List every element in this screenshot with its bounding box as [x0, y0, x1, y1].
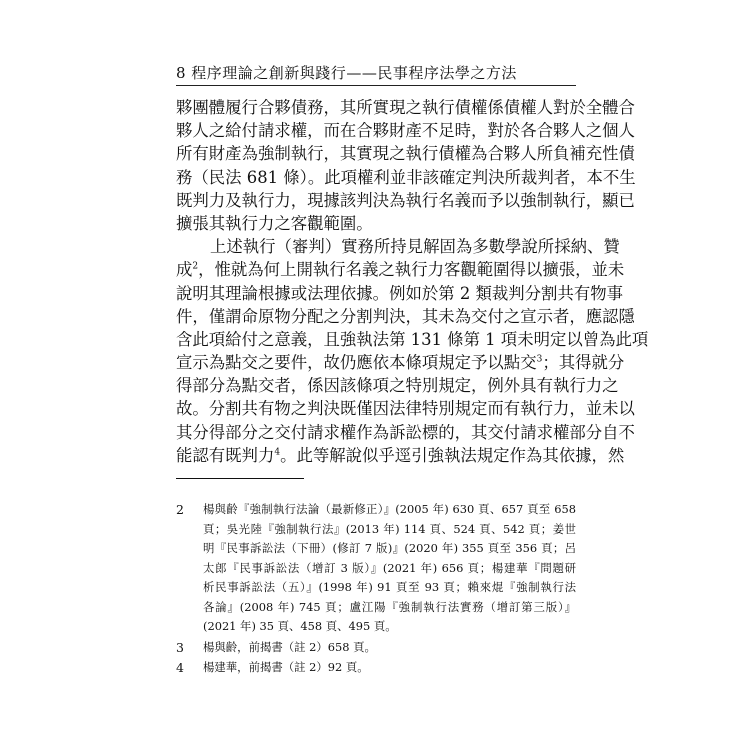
- footnote-3: [176, 638, 576, 658]
- text-segment: 成: [176, 260, 193, 280]
- text-line: [176, 444, 625, 467]
- footnote-line: 楊與齡，前揭書（註 2）658 頁。: [203, 639, 376, 654]
- footnote-body: [203, 500, 576, 637]
- footnote-ref-4[interactable]: 4: [274, 447, 281, 458]
- text-line: 故。分割共有物之判決既僅因法律特別規定而有執行力，並未以: [176, 399, 635, 419]
- text-segment: 。此等解說似乎逕引強執法規定作為其依據，然: [280, 445, 625, 465]
- footnote-line: 析民事訴訟法（五）』(1998 年) 91 頁至 93 頁；賴來焜『強制執行法: [203, 580, 576, 594]
- text-line: 擴張其執行力之客觀範圍。: [176, 213, 373, 233]
- footnote-4: [176, 658, 576, 678]
- footnote-body: [203, 638, 576, 658]
- text-line: 夥人之給付請求權，而在合夥財產不足時，對於各合夥人之個人: [176, 121, 635, 141]
- text-line: [176, 258, 625, 281]
- text-line: 件，僅謂命原物分配之分割判決，其未為交付之宣示者，應認隱: [176, 306, 635, 326]
- text-line: 含此項給付之意義，且強執法第 131 條第 1 項未明定以曾為此項: [176, 329, 649, 349]
- text-segment: 宣示為點交之要件，故仍應依本條項規定予以點交: [176, 353, 537, 373]
- footnote-line: 楊與齡『強制執行法論（最新修正）』(2005 年) 630 頁、657 頁至 658: [203, 502, 576, 516]
- header-rule: [176, 85, 576, 86]
- footnote-2: [176, 500, 576, 637]
- footnote-line: 頁；吳光陸『強制執行法』(2013 年) 114 頁、524 頁、542 頁；姜世: [203, 521, 576, 536]
- text-line: 所有財產為強制執行，其實現之執行債權為合夥人所負補充性債: [176, 144, 635, 164]
- footnote-number: 3: [176, 639, 184, 655]
- text-segment: ；其得就分: [542, 353, 625, 373]
- text-line: 其分得部分之交付請求權作為訴訟標的，其交付請求權部分自不: [176, 422, 635, 442]
- text-line: 務（民法 681 條）。此項權利並非該確定判決所裁判者，本不生: [176, 167, 636, 187]
- footnote-number: 2: [176, 502, 184, 517]
- text-line: 得部分為點交者，係因該條項之特別規定，例外具有執行力之: [176, 376, 619, 396]
- text-segment: ，惟就為何上開執行名義之執行力客觀範圍得以擴張，並未: [198, 260, 625, 280]
- footnote-ref-2[interactable]: 2: [192, 261, 199, 272]
- footnote-body: [203, 658, 576, 678]
- footnote-number: 4: [176, 660, 184, 675]
- text-segment: 能認有既判力: [176, 445, 275, 465]
- text-line: 夥團體履行合夥債務，其所實現之執行債權係債權人對於全體合: [176, 98, 635, 117]
- text-line: 上述執行（審判）實務所持見解固為多數學說所採納、贊: [210, 237, 620, 257]
- body-text: [176, 96, 649, 467]
- text-line: 說明其理論根據或法理依據。例如於第 2 類裁判分割共有物事: [176, 283, 624, 303]
- footnote-line: 各論』(2008 年) 745 頁；盧江陽『強制執行法實務（增訂第三版）』: [203, 599, 576, 614]
- footnote-ref-3[interactable]: 3: [536, 354, 543, 365]
- running-header: 8 程序理論之創新與踐行——民事程序法學之方法: [176, 64, 517, 82]
- footnote-line: 楊建華，前揭書（註 2）92 頁。: [203, 660, 369, 674]
- footnote-line: 明『民事訴訟法（下冊）(修訂 7 版)』(2020 年) 355 頁至 356 頁；呂: [203, 541, 576, 555]
- text-line: [176, 351, 625, 374]
- footnote-line: (2021 年) 35 頁、458 頁、495 頁。: [203, 619, 397, 633]
- footnote-rule: [176, 478, 304, 479]
- text-line: 既判力及執行力，現據該判決為執行名義而予以強制執行，顯已: [176, 190, 635, 210]
- footnotes: [176, 500, 576, 679]
- footnote-line: 太郎『民事訴訟法（增訂 3 版）』(2021 年) 656 頁；楊建華『問題研: [203, 560, 576, 575]
